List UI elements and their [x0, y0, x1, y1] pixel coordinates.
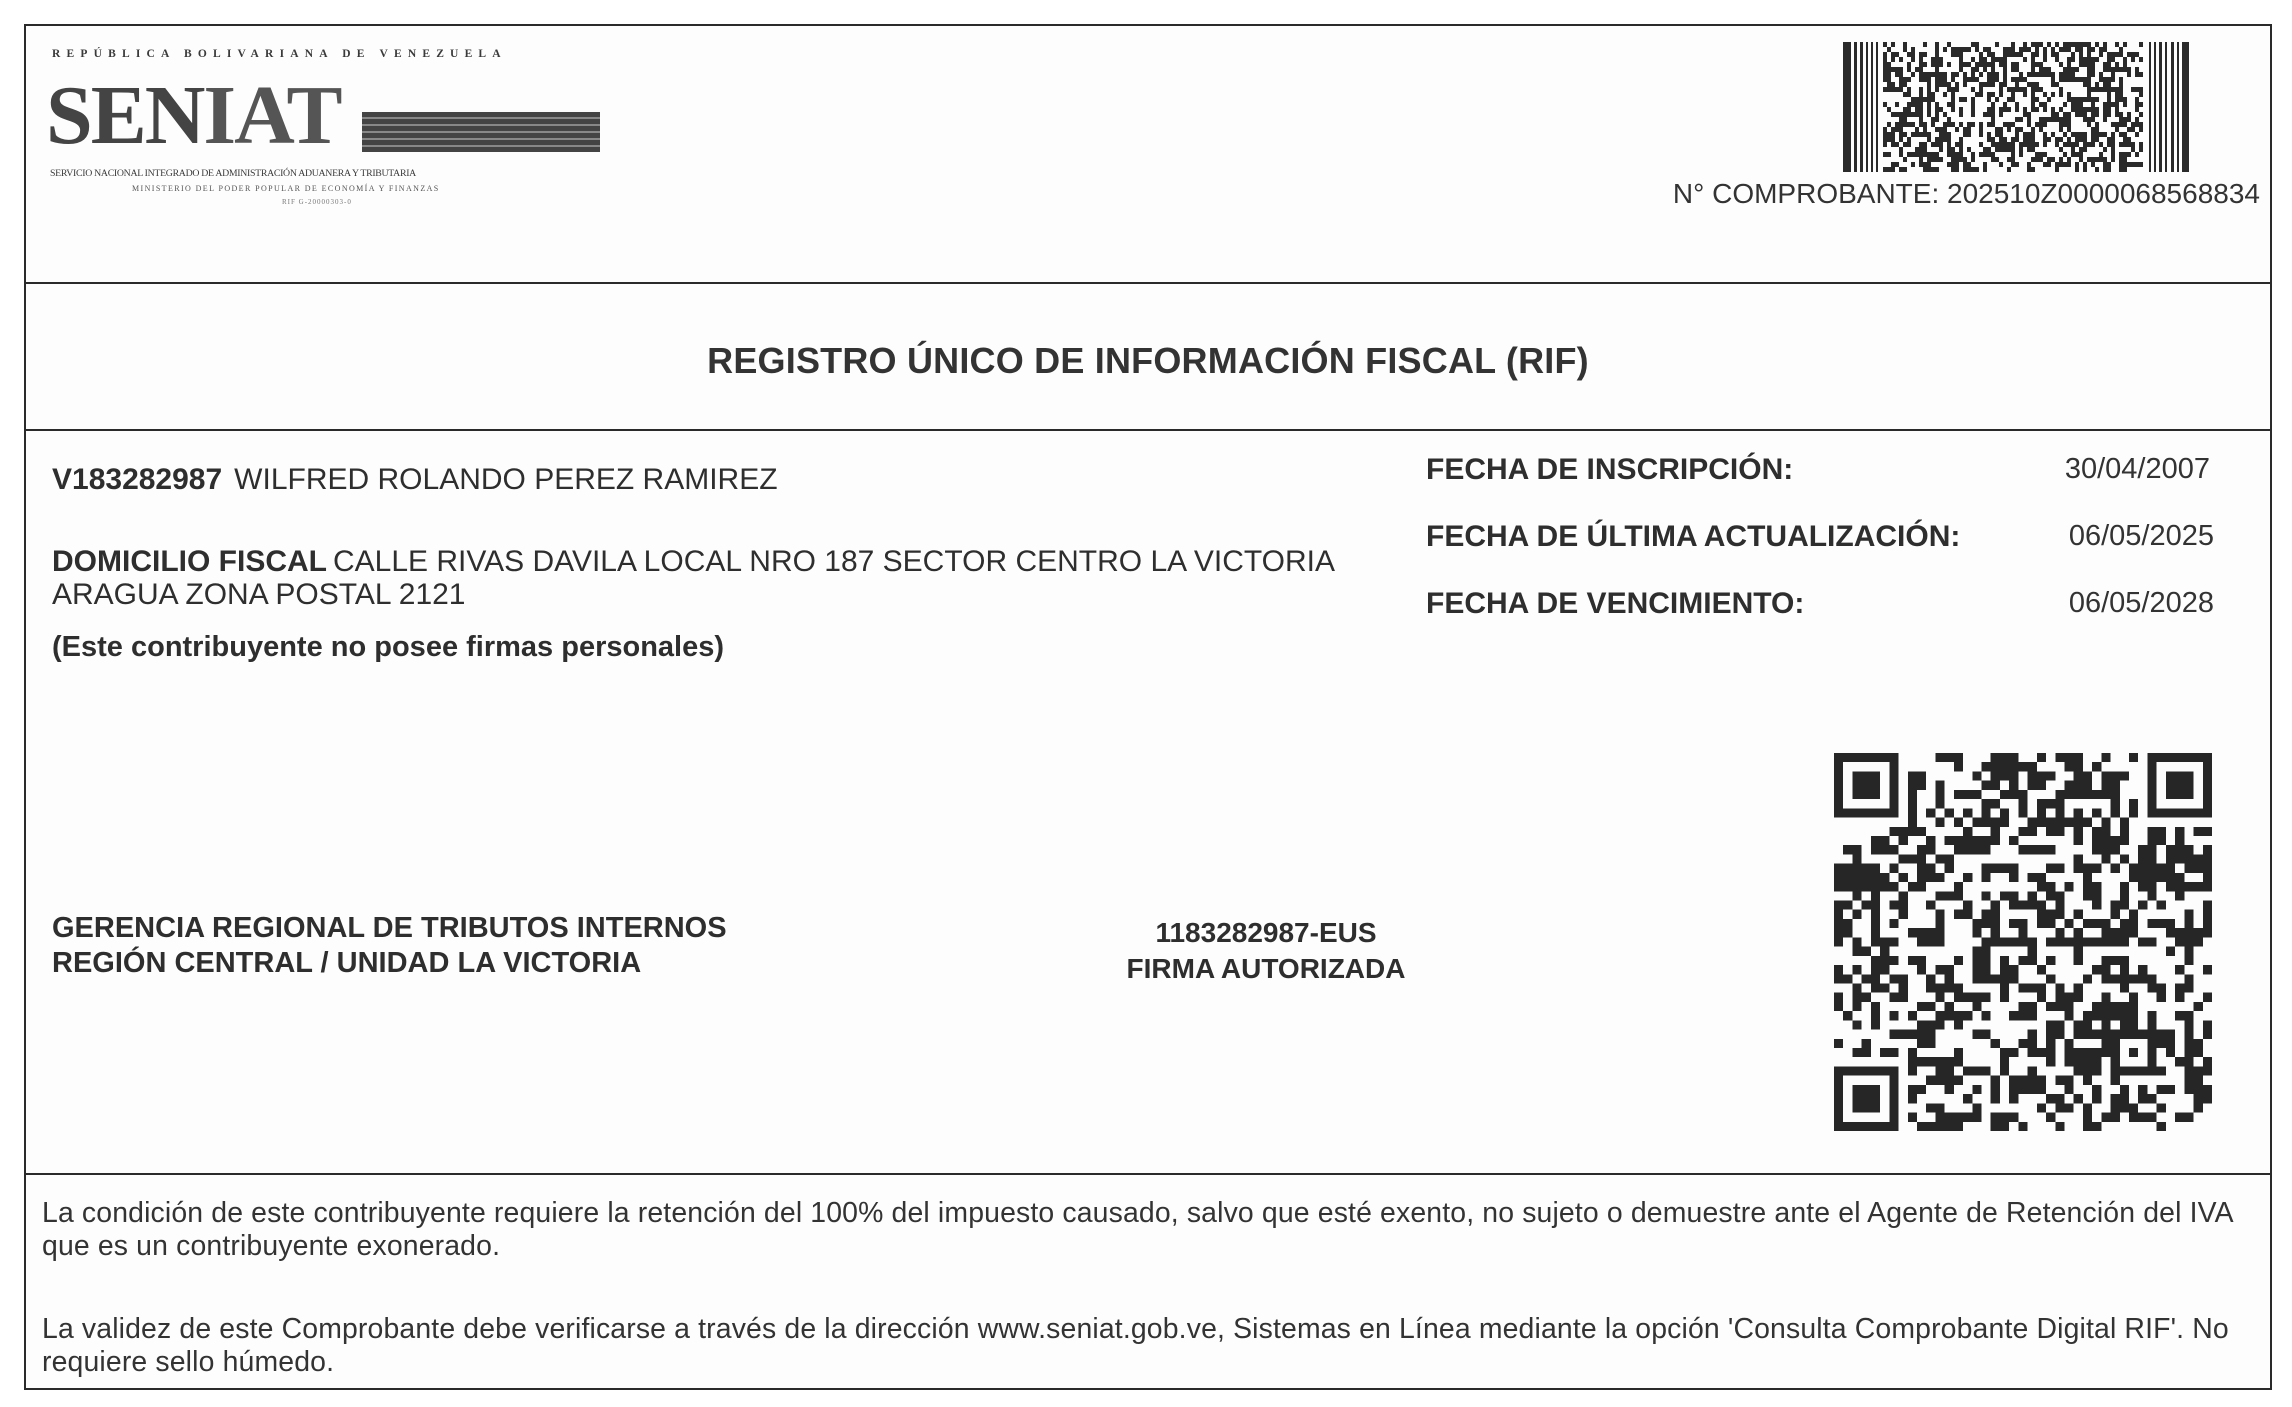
- legal-footer: [26, 1175, 2270, 1389]
- gerencia-line-2: REGIÓN CENTRAL / UNIDAD LA VICTORIA: [52, 947, 642, 979]
- gerencia-line-1: GERENCIA REGIONAL DE TRIBUTOS INTERNOS: [52, 912, 727, 944]
- logo-rif-text: RIF G-20000303-0: [282, 198, 352, 206]
- taxpayer-rif: V183282987: [52, 463, 223, 496]
- domicilio-fiscal: [52, 545, 1438, 611]
- domicilio-value: CALLE RIVAS DAVILA LOCAL NRO 187 SECTOR CENTRO LA VICTORIA ARAGUA ZONA POSTAL 2121: [52, 545, 1334, 611]
- logo-flag-bar: [362, 112, 600, 152]
- logo-service-name: SERVICIO NACIONAL INTEGRADO DE ADMINISTRACIÓN ADUANERA Y TRIBUTARIA: [50, 168, 416, 179]
- logo-wordmark: SENIAT: [46, 69, 341, 162]
- gerencia-block: [52, 911, 727, 981]
- date-label: FECHA DE VENCIMIENTO:: [1426, 587, 1805, 620]
- validity-notice: La validez de este Comprobante debe verificarse a través de la dirección www.seniat.gob.ve, Sistemas en Línea mediante la opción 'Consulta Comprobante Digital RIF'. No requiere sello húmedo.: [42, 1313, 2229, 1378]
- firma-label: FIRMA AUTORIZADA: [1126, 953, 1406, 984]
- date-label: FECHA DE INSCRIPCIÓN:: [1426, 453, 1794, 486]
- date-value: 30/04/2007: [2064, 453, 2210, 485]
- logo-ministry-name: MINISTERIO DEL PODER POPULAR DE ECONOMÍA Y FINANZAS: [132, 184, 440, 193]
- document-header: [26, 26, 2270, 284]
- logo-republic-text: REPÚBLICA BOLIVARIANA DE VENEZUELA: [52, 48, 507, 60]
- taxpayer-rif-line: [52, 463, 778, 497]
- seniat-logo: [46, 40, 616, 210]
- domicilio-label: DOMICILIO FISCAL: [52, 545, 327, 578]
- title-band: [26, 284, 2270, 431]
- firmas-note: (Este contribuyente no posee firmas personales): [52, 631, 725, 663]
- pdf417-barcode-icon: [1843, 42, 2189, 172]
- qr-code-icon: [1834, 753, 2212, 1131]
- comprobante-number: N° COMPROBANTE: 202510Z0000068568834: [1672, 178, 2260, 209]
- firma-code: 1183282987-EUS: [1155, 917, 1377, 948]
- retention-notice: La condición de este contribuyente requiere la retención del 100% del impuesto causado, salvo que esté exento, no sujeto o demuestre ante el Agente de Retención del IVA que es un contribuyente exonerado.: [42, 1197, 2233, 1262]
- date-value: 06/05/2025: [2068, 520, 2214, 552]
- firma-autorizada-block: [1096, 915, 1436, 987]
- page-title: REGISTRO ÚNICO DE INFORMACIÓN FISCAL (RIF): [707, 340, 1589, 381]
- date-value: 06/05/2028: [2068, 587, 2214, 619]
- rif-certificate: [24, 24, 2272, 1390]
- date-label: FECHA DE ÚLTIMA ACTUALIZACIÓN:: [1426, 520, 1961, 553]
- taxpayer-name: WILFRED ROLANDO PEREZ RAMIREZ: [234, 463, 778, 496]
- taxpayer-section: [26, 431, 2270, 1175]
